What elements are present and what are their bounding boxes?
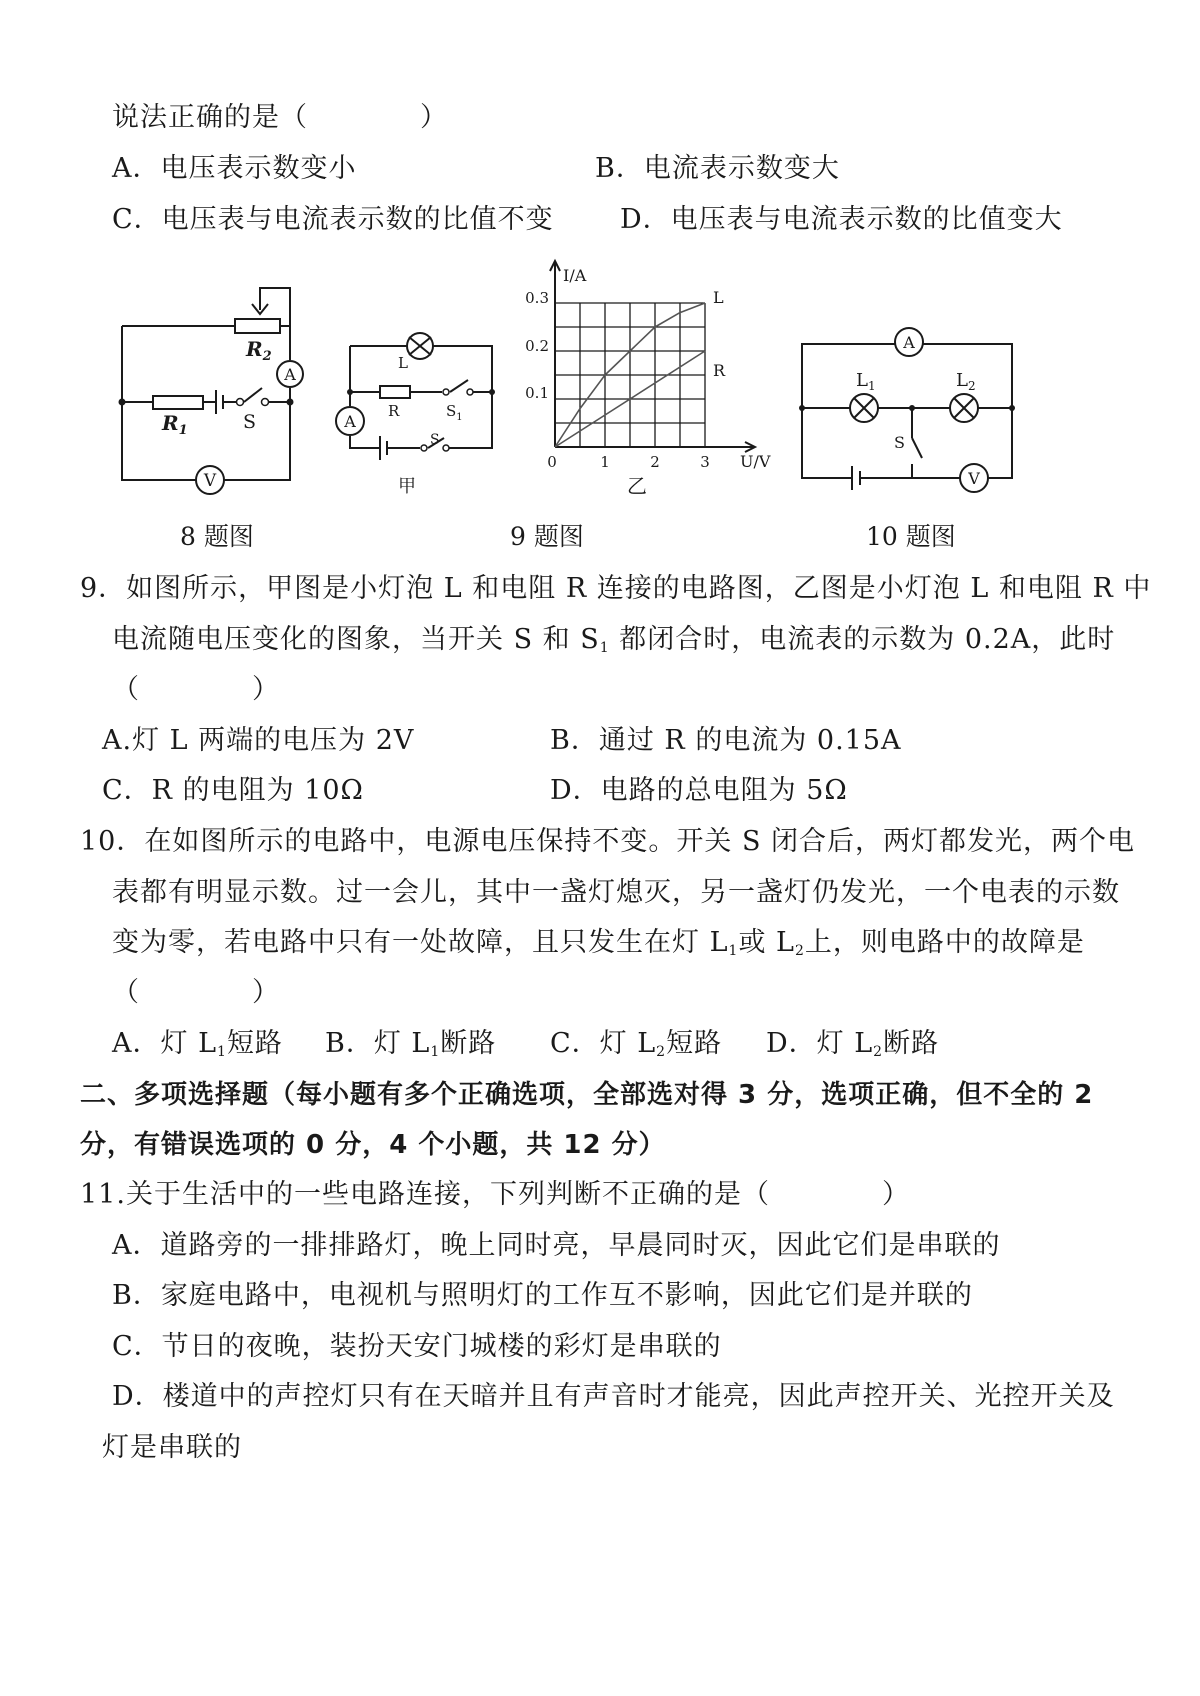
- chart-xtick-label: 3: [700, 453, 710, 471]
- chart-xtick-label: 1: [600, 453, 610, 471]
- fig10-lamp2-label: $L_2$: [956, 370, 976, 393]
- fig10-lamp1-label: $L_1$: [856, 370, 876, 393]
- chart-ytick-label: 0.3: [525, 289, 549, 307]
- q8-option-a: A．电压表示数变小: [112, 153, 357, 184]
- fig9-caption: 9 题图: [510, 522, 584, 551]
- q9-blank: （ ）: [112, 674, 280, 705]
- fig10-ammeter-label: A: [903, 333, 915, 352]
- section-2-heading-line-1: 二、多项选择题（每小题有多个正确选项，全部选对得 3 分，选项正确，但不全的 2: [80, 1080, 1094, 1110]
- figure-9a-circuit: [330, 320, 505, 505]
- chart-series-label-r: R: [713, 361, 726, 380]
- q11-option-b: B．家庭电路中，电视机与照明灯的工作互不影响，因此它们是并联的: [112, 1280, 973, 1311]
- chart-xlabel: U/V: [740, 452, 771, 471]
- q11-option-d: D．楼道中的声控灯只有在天暗并且有声音时才能亮，因此声控开关、光控开关及: [112, 1381, 1115, 1412]
- chart-ytick-label: 0.2: [525, 337, 549, 355]
- q11-option-a: A．道路旁的一排排路灯，晚上同时亮，早晨同时灭，因此它们是串联的: [112, 1230, 1001, 1261]
- q8-option-b: B．电流表示数变大: [595, 153, 840, 184]
- q10-option-b: B．灯 $L_1$断路: [325, 1028, 497, 1060]
- q10-stem-line-3: 变为零，若电路中只有一处故障，且只发生在灯 $L_1$或 $L_2$上，则电路中的故障是: [112, 927, 1085, 959]
- fig8-r1-label: $R_1$: [162, 411, 188, 438]
- q10-blank: （ ）: [112, 977, 280, 1008]
- figure-9b-chart: [515, 255, 790, 500]
- fig9a-label: 甲: [398, 476, 416, 497]
- q9-option-c: C．R 的电阻为 10Ω: [102, 775, 364, 806]
- chart-ytick-label: 0.1: [525, 384, 549, 402]
- q8-option-d: D．电压表与电流表示数的比值变大: [620, 204, 1063, 235]
- fig9a-switch-label: S: [430, 432, 440, 448]
- fig10-voltmeter-label: V: [968, 469, 980, 488]
- fig8-switch-label: S: [243, 411, 257, 433]
- q9-stem-line-1: 9．如图所示，甲图是小灯泡 L 和电阻 R 连接的电路图，乙图是小灯泡 L 和电阻 R 中: [80, 573, 1152, 604]
- q11-stem: 11.关于生活中的一些电路连接，下列判断不正确的是（ ）: [80, 1179, 910, 1210]
- chart-ylabel: I/A: [563, 266, 587, 285]
- q9-option-b: B．通过 R 的电流为 0.15A: [550, 725, 902, 756]
- fig8-caption: 8 题图: [180, 522, 254, 551]
- q9-stem-line-2: 电流随电压变化的图象，当开关 S 和 $S_1$ 都闭合时，电流表的示数为 0.2A，此时: [112, 624, 1116, 656]
- fig10-caption: 10 题图: [866, 522, 956, 551]
- figure-10-circuit: [790, 320, 1025, 505]
- q9-option-d: D．电路的总电阻为 5Ω: [550, 775, 848, 806]
- fig9a-resistor-label: R: [388, 402, 400, 420]
- fig9b-label: 乙: [627, 474, 647, 498]
- q9-option-a: A.灯 L 两端的电压为 2V: [102, 725, 415, 756]
- fig8-voltmeter-label: V: [203, 471, 217, 491]
- q10-option-c: C．灯 $L_2$短路: [550, 1028, 723, 1060]
- fig9a-switch1-label: $S_1$: [446, 402, 463, 423]
- q11-option-d-continued: 灯是串联的: [102, 1432, 242, 1463]
- fig9a-lamp-label: L: [398, 354, 408, 372]
- q10-option-a: A．灯 $L_1$短路: [112, 1028, 283, 1060]
- q8-stem: 说法正确的是（ ）: [112, 102, 448, 133]
- q8-option-c: C．电压表与电流表示数的比值不变: [112, 204, 554, 235]
- q10-stem-line-2: 表都有明显示数。过一会儿，其中一盏灯熄灭，另一盏灯仍发光，一个电表的示数: [112, 877, 1120, 908]
- fig9a-ammeter-label: A: [344, 412, 356, 431]
- fig8-ammeter-label: A: [284, 365, 296, 384]
- fig10-switch-label: S: [894, 433, 905, 452]
- fig8-r2-label: $R_2$: [246, 337, 272, 364]
- figure-8-circuit: [110, 280, 310, 500]
- q10-option-d: D．灯 $L_2$断路: [766, 1028, 940, 1060]
- section-2-heading-line-2: 分，有错误选项的 0 分，4 个小题，共 12 分）: [80, 1130, 666, 1160]
- chart-xtick-label: 2: [650, 453, 660, 471]
- chart-series-label-l: L: [713, 288, 724, 307]
- chart-origin-label: 0: [547, 453, 557, 471]
- q10-stem-line-1: 10．在如图所示的电路中，电源电压保持不变。开关 S 闭合后，两灯都发光，两个电: [80, 826, 1136, 857]
- q11-option-c: C．节日的夜晚，装扮天安门城楼的彩灯是串联的: [112, 1331, 722, 1362]
